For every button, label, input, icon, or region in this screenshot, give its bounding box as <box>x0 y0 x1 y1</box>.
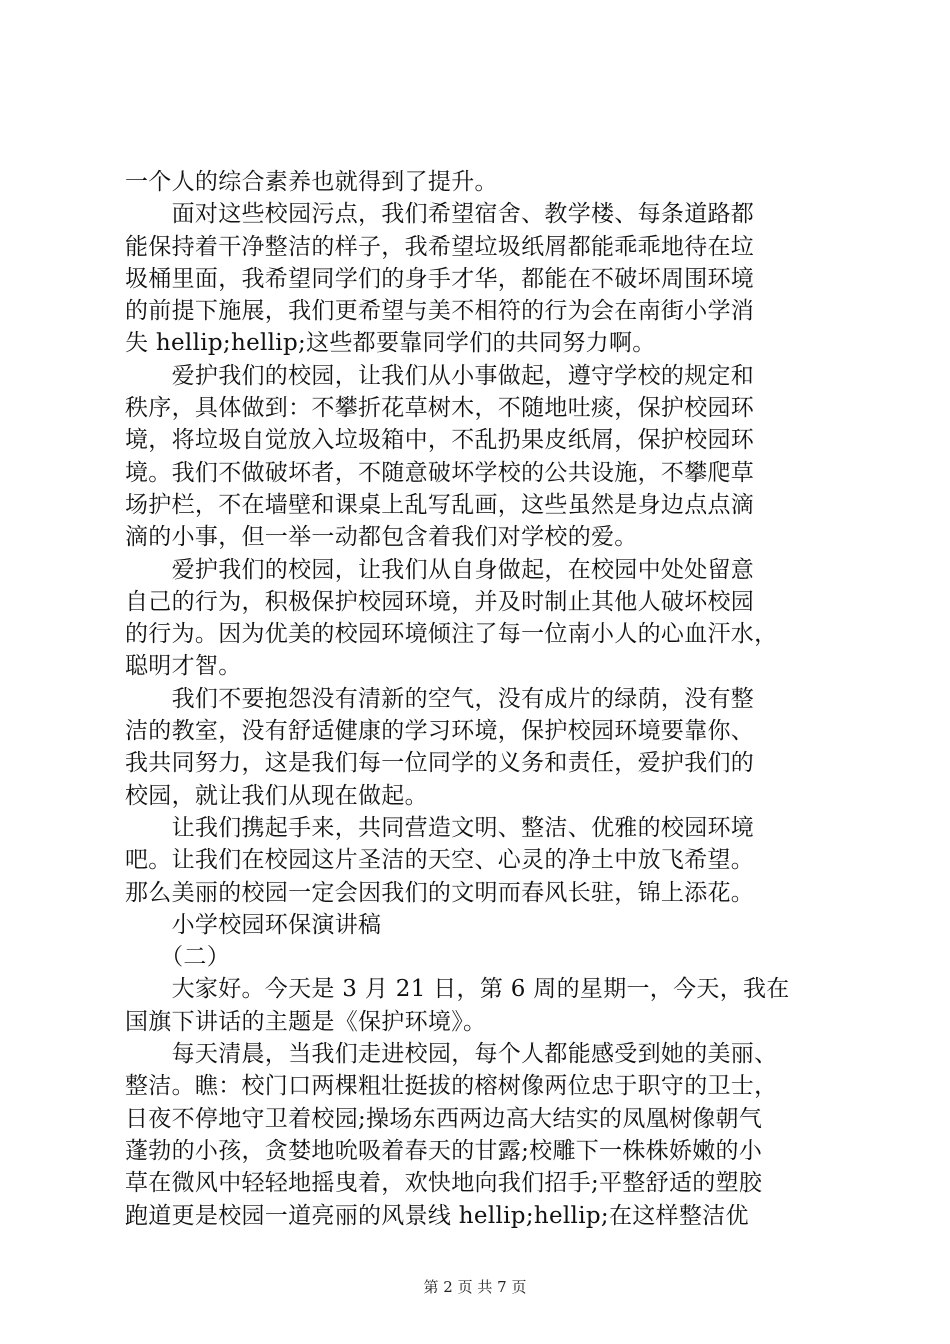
text-line: 蓬勃的小孩，贪婪地吮吸着春天的甘露;校雕下一株株娇嫩的小 <box>125 1137 763 1164</box>
text-line: 的行为。因为优美的校园环境倾注了每一位南小人的心血汗水， <box>125 621 778 648</box>
text-line: 草在微风中轻轻地摇曳着，欢快地向我们招手;平整舒适的塑胶 <box>125 1170 763 1197</box>
text-line: 自己的行为，积极保护校园环境，并及时制止其他人破坏校园 <box>125 588 755 615</box>
text-line: 境。我们不做破坏者，不随意破坏学校的公共设施，不攀爬草 <box>125 459 755 486</box>
text-line: 国旗下讲话的主题是《保护环境》。 <box>125 1008 487 1035</box>
text-line: 洁的教室，没有舒适健康的学习环境，保护校园环境要靠你、 <box>125 718 755 745</box>
text-line: 我共同努力，这是我们每一位同学的义务和责任，爱护我们的 <box>125 750 755 777</box>
text-line: 失 hellip;hellip;这些都要靠同学们的共同努力啊。 <box>125 330 656 357</box>
text-line: 爱护我们的校园，让我们从自身做起，在校园中处处留意 <box>125 556 755 583</box>
text-line: 面对这些校园污点，我们希望宿舍、教学楼、每条道路都 <box>125 201 755 228</box>
text-line: 的前提下施展，我们更希望与美不相符的行为会在南街小学消 <box>125 298 755 325</box>
text-line: 跑道更是校园一道亮丽的风景线 hellip;hellip;在这样整洁优 <box>125 1202 749 1229</box>
text-line: 吧。让我们在校园这片圣洁的天空、心灵的净土中放飞希望。 <box>125 847 755 874</box>
text-line: 能保持着干净整洁的样子，我希望垃圾纸屑都能乖乖地待在垃 <box>125 233 755 260</box>
body-text <box>125 166 830 1232</box>
text-line: 每天清晨，当我们走进校园，每个人都能感受到她的美丽、 <box>125 1041 778 1068</box>
text-line: 一个人的综合素养也就得到了提升。 <box>125 169 498 195</box>
text-line: 场护栏，不在墙壁和课桌上乱写乱画，这些虽然是身边点点滴 <box>125 491 755 518</box>
text-line: 小学校园环保演讲稿 <box>125 911 382 938</box>
text-line: 境，将垃圾自觉放入垃圾箱中，不乱扔果皮纸屑，保护校园环 <box>125 427 755 454</box>
page-footer: 第 2 页 共 7 页 <box>423 1278 527 1296</box>
text-line: 滴的小事，但一举一动都包含着我们对学校的爱。 <box>125 524 638 551</box>
text-line: 秩序，具体做到：不攀折花草树木，不随地吐痰，保护校园环 <box>125 395 755 422</box>
text-line: 那么美丽的校园一定会因我们的文明而春风长驻，锦上添花。 <box>125 879 755 906</box>
text-line: 让我们携起手来，共同营造文明、整洁、优雅的校园环境 <box>125 814 755 841</box>
text-line: （二） <box>125 944 230 971</box>
text-line: 圾桶里面，我希望同学们的身手才华，都能在不破坏周围环境 <box>125 265 755 292</box>
text-line: 我们不要抱怨没有清新的空气，没有成片的绿荫，没有整 <box>125 685 755 712</box>
text-line: 日夜不停地守卫着校园;操场东西两边高大结实的凤凰树像朝气 <box>125 1105 763 1132</box>
text-line: 校园，就让我们从现在做起。 <box>125 782 428 809</box>
text-line: 聪明才智。 <box>125 653 242 680</box>
text-line: 爱护我们的校园，让我们从小事做起，遵守学校的规定和 <box>125 362 755 389</box>
text-line: 整洁。瞧：校门口两棵粗壮挺拔的榕树像两位忠于职守的卫士， <box>125 1073 778 1100</box>
text-line: 大家好。今天是 3 月 21 日，第 6 周的星期一，今天，我在 <box>125 976 790 1003</box>
